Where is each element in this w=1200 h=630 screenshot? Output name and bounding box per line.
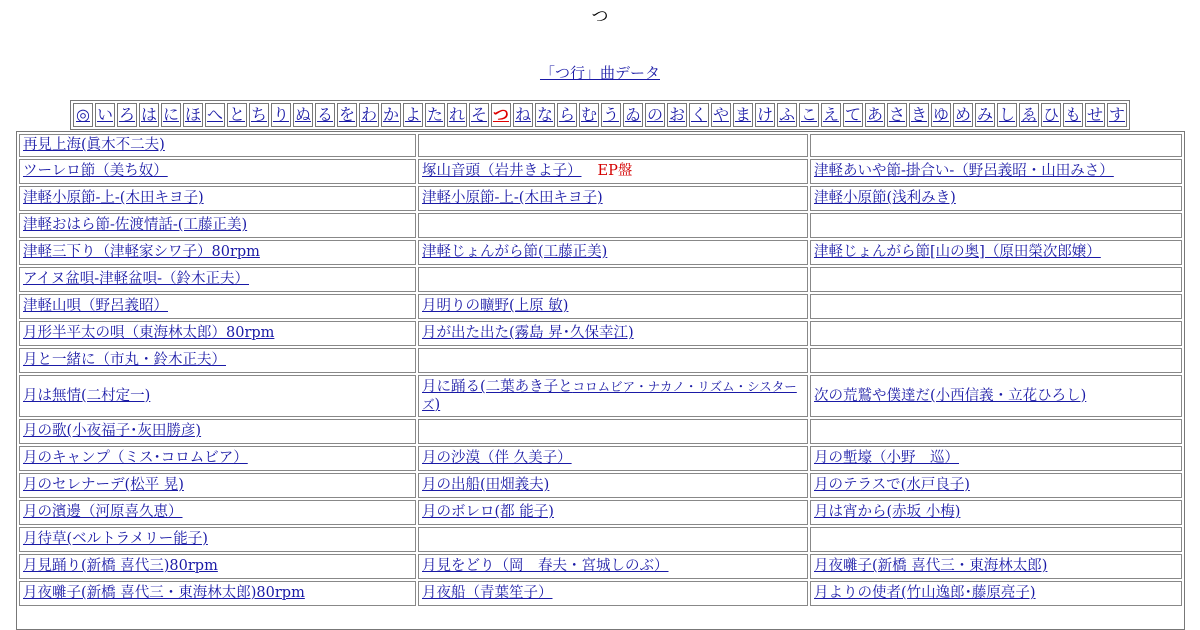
song-link[interactable] (23, 217, 247, 234)
kana-nav-item[interactable]: た (425, 103, 445, 127)
table-row (19, 375, 1182, 417)
kana-nav-item[interactable]: む (579, 103, 599, 127)
kana-nav-item[interactable]: さ (887, 103, 907, 127)
song-link[interactable] (23, 163, 168, 180)
song-title-tail: ) (434, 397, 441, 413)
table-cell (418, 348, 808, 373)
song-link[interactable] (422, 378, 804, 414)
table-cell (810, 159, 1182, 184)
kana-nav-item[interactable]: お (667, 103, 687, 127)
table-cell (19, 213, 416, 238)
song-link[interactable] (814, 558, 1047, 575)
kana-nav-item[interactable]: く (689, 103, 709, 127)
table-row (19, 446, 1182, 471)
table-cell (19, 134, 416, 157)
table-cell (19, 240, 416, 265)
song-title: 津軽あいや節-掛合い-（野呂義昭・山田みさ） (814, 163, 1114, 179)
song-title-small: コロムビア・ナカノ・リズム・シスターズ (422, 379, 797, 412)
table-cell (418, 213, 808, 238)
table-cell (19, 473, 416, 498)
song-title: 月のキャンプ（ミス･コロムビア） (23, 450, 248, 466)
song-title: 月の沙漠（伴 久美子） (422, 450, 572, 466)
song-title: 津軽じょんがら節(工藤正美) (422, 244, 608, 260)
song-title: 月のセレナーデ(松平 晃) (23, 477, 184, 493)
song-link[interactable] (23, 244, 260, 261)
song-title: 月夜囃子(新橋 喜代三・東海林太郎)80rpm (23, 585, 305, 601)
table-cell (810, 527, 1182, 552)
kana-nav-item[interactable]: う (601, 103, 621, 127)
kana-nav-item[interactable]: て (843, 103, 863, 127)
song-title: 月見踊り(新橋 喜代三)80rpm (23, 558, 218, 574)
song-title: 月の出船(田畑義夫) (422, 477, 550, 493)
table-cell (418, 186, 808, 211)
song-link[interactable] (23, 423, 201, 440)
table-row (19, 294, 1182, 319)
table-cell (19, 267, 416, 292)
table-cell (19, 446, 416, 471)
song-title: 月の濱邊（河原喜久恵） (23, 504, 183, 520)
table-cell (418, 581, 808, 606)
kana-nav-item[interactable]: い (95, 103, 115, 127)
song-title: 津軽おはら節-佐渡情話-(工藤正美) (23, 217, 248, 233)
song-title: 月と一緒に（市丸・鈴木正夫） (23, 352, 226, 368)
song-title: 津軽小原節(浅利みき) (814, 190, 956, 206)
table-cell (418, 419, 808, 444)
table-cell (19, 159, 416, 184)
kana-nav-item[interactable]: こ (799, 103, 819, 127)
table-cell (418, 240, 808, 265)
song-link[interactable] (23, 137, 165, 154)
song-link[interactable] (23, 450, 248, 467)
song-title: 月夜船（青葉笙子） (422, 585, 553, 601)
table-cell (418, 267, 808, 292)
kana-nav-item[interactable]: ら (557, 103, 577, 127)
kana-nav-item[interactable]: と (227, 103, 247, 127)
kana-nav-item[interactable]: し (997, 103, 1017, 127)
table-cell (810, 186, 1182, 211)
song-link[interactable] (814, 477, 970, 494)
song-link[interactable] (814, 450, 959, 467)
song-title: 月明りの曠野(上原 敏) (422, 298, 569, 314)
table-row (19, 159, 1182, 184)
table-cell (19, 348, 416, 373)
song-link[interactable] (422, 585, 553, 602)
table-cell (418, 554, 808, 579)
song-link[interactable] (23, 325, 274, 342)
kana-nav-item[interactable]: よ (403, 103, 423, 127)
kana-nav-item[interactable]: あ (865, 103, 885, 127)
table-row (19, 473, 1182, 498)
kana-nav-item[interactable]: に (161, 103, 181, 127)
song-title: 月のボレロ(都 能子) (422, 504, 554, 520)
kana-nav-item[interactable]: ゑ (1019, 103, 1039, 127)
kana-nav-item[interactable]: れ (447, 103, 467, 127)
table-row (19, 581, 1182, 606)
song-link[interactable] (23, 531, 208, 548)
song-title: 月は無情(二村定一) (23, 387, 151, 404)
song-link[interactable] (814, 585, 1036, 602)
song-link[interactable] (23, 585, 305, 602)
kana-nav-item[interactable]: ち (249, 103, 269, 127)
song-title: 月の塹壕（小野 巡） (814, 450, 959, 466)
kana-nav-item[interactable]: え (821, 103, 841, 127)
ep-badge: EP盤 (597, 163, 633, 179)
table-cell (810, 500, 1182, 525)
table-cell (19, 554, 416, 579)
song-title: 月のテラスで(水戸良子) (814, 477, 970, 493)
table-cell (418, 134, 808, 157)
kana-nav-item[interactable]: す (1107, 103, 1127, 127)
kana-nav-item[interactable]: ゆ (931, 103, 951, 127)
table-cell (418, 446, 808, 471)
category-data-link[interactable]: 「つ行」曲データ (539, 64, 660, 82)
table-cell (19, 321, 416, 346)
table-row (19, 527, 1182, 552)
table-row (19, 554, 1182, 579)
song-title: 月が出た出た(霧島 昇･久保幸江) (422, 325, 634, 341)
table-row (19, 134, 1182, 157)
song-title: 津軽小原節-上-(木田キヨ子) (422, 190, 603, 206)
kana-nav-item[interactable]: け (755, 103, 775, 127)
table-cell (810, 294, 1182, 319)
song-link[interactable] (23, 298, 168, 315)
song-title: 月よりの使者(竹山逸郎･藤原亮子) (814, 585, 1036, 601)
song-title: ツーレロ節（美ち奴） (23, 163, 168, 179)
table-row (19, 419, 1182, 444)
song-title: 津軽三下り（津軽家シワ子）80rpm (23, 244, 260, 260)
table-cell (810, 134, 1182, 157)
kana-nav-item[interactable]: ぬ (293, 103, 313, 127)
table-cell (418, 473, 808, 498)
song-link[interactable] (422, 450, 572, 467)
song-link[interactable] (814, 388, 1086, 405)
table-cell (19, 500, 416, 525)
table-cell (810, 375, 1182, 417)
table-cell (810, 419, 1182, 444)
table-cell (418, 294, 808, 319)
kana-nav-item[interactable]: せ (1085, 103, 1105, 127)
table-cell (418, 159, 808, 184)
kana-nav-item[interactable]: ゐ (623, 103, 643, 127)
song-link[interactable] (422, 244, 607, 261)
song-link[interactable] (422, 190, 603, 207)
table-cell (19, 294, 416, 319)
song-link[interactable] (422, 298, 568, 315)
song-link[interactable] (422, 163, 582, 180)
table-cell (418, 321, 808, 346)
table-cell (418, 500, 808, 525)
song-title: 月の歌(小夜福子･灰田勝彦) (23, 423, 202, 439)
table-cell (418, 375, 808, 417)
table-row (19, 321, 1182, 346)
kana-nav-item-current[interactable]: つ (491, 103, 511, 127)
song-title: 月に踊る(二葉あき子と (422, 379, 573, 395)
song-link[interactable] (23, 504, 183, 521)
song-title: 月形半平太の唄（東海林太郎）80rpm (23, 325, 275, 341)
song-link[interactable] (23, 388, 150, 405)
kana-nav-item[interactable]: の (645, 103, 665, 127)
subtitle-line (0, 63, 1200, 83)
kana-nav-item[interactable]: は (139, 103, 159, 127)
song-link[interactable] (422, 477, 549, 494)
kana-nav-item[interactable]: へ (205, 103, 225, 127)
song-link[interactable] (422, 558, 669, 575)
table-row (19, 213, 1182, 238)
table-cell (19, 419, 416, 444)
song-link[interactable] (23, 558, 218, 575)
song-link[interactable] (422, 504, 554, 521)
kana-nav-item[interactable]: わ (359, 103, 379, 127)
table-cell (810, 581, 1182, 606)
kana-nav-item[interactable]: ふ (777, 103, 797, 127)
kana-nav-item[interactable]: ね (513, 103, 533, 127)
page-heading: つ (591, 7, 609, 27)
song-title: 月待草(ベルトラメリー能子) (23, 531, 208, 547)
kana-nav-item[interactable]: ほ (183, 103, 203, 127)
table-cell (418, 527, 808, 552)
kana-nav-item[interactable]: そ (469, 103, 489, 127)
song-link[interactable] (23, 190, 204, 207)
table-row (19, 186, 1182, 211)
table-cell (810, 446, 1182, 471)
song-link[interactable] (814, 163, 1114, 180)
table-cell (810, 267, 1182, 292)
kana-nav-item[interactable]: め (953, 103, 973, 127)
song-link[interactable] (814, 244, 1101, 261)
kana-nav-item[interactable]: る (315, 103, 335, 127)
table-cell (810, 554, 1182, 579)
song-link[interactable] (814, 190, 956, 207)
kana-nav-item[interactable]: な (535, 103, 555, 127)
song-title: 津軽小原節-上-(木田キヨ子) (23, 190, 204, 206)
song-title: 月夜囃子(新橋 喜代三・東海林太郎) (814, 558, 1048, 574)
table-cell (810, 321, 1182, 346)
kana-nav-item[interactable]: き (909, 103, 929, 127)
kana-nav-item[interactable]: ◎ (73, 103, 93, 127)
song-title: 再見上海(眞木不二夫) (23, 137, 165, 153)
table-row (19, 240, 1182, 265)
kana-nav-item[interactable]: を (337, 103, 357, 127)
table-row (19, 267, 1182, 292)
song-link[interactable] (23, 477, 184, 494)
song-table (16, 131, 1185, 630)
song-link[interactable] (422, 325, 634, 342)
table-cell (19, 375, 416, 417)
table-row (19, 500, 1182, 525)
table-cell (810, 240, 1182, 265)
song-link[interactable] (23, 352, 226, 369)
song-title: 津軽山唄（野呂義昭） (23, 298, 168, 314)
song-title: アイヌ盆唄-津軽盆唄-（鈴木正夫） (23, 271, 249, 287)
table-cell (19, 581, 416, 606)
song-title: 塚山音頭（岩井きよ子） (422, 163, 582, 179)
song-title: 津軽じょんがら節[山の奥]（原田榮次郎嬢） (814, 244, 1101, 260)
kana-index-nav (70, 100, 1130, 130)
song-link[interactable] (814, 504, 960, 521)
song-title: 月は宵から(赤坂 小梅) (814, 504, 961, 520)
kana-nav-item[interactable]: や (711, 103, 731, 127)
table-cell (810, 348, 1182, 373)
table-cell (810, 473, 1182, 498)
table-cell (810, 213, 1182, 238)
kana-nav-item[interactable]: ろ (117, 103, 137, 127)
table-row (19, 348, 1182, 373)
kana-nav-item[interactable]: ま (733, 103, 753, 127)
kana-nav-item[interactable]: ひ (1041, 103, 1061, 127)
table-cell (19, 186, 416, 211)
kana-nav-item[interactable]: み (975, 103, 995, 127)
kana-nav-item[interactable]: り (271, 103, 291, 127)
song-link[interactable] (23, 271, 249, 288)
song-title: 月見をどり（岡 春夫・宮城しのぶ） (422, 558, 669, 574)
kana-nav-item[interactable]: も (1063, 103, 1083, 127)
song-title: 次の荒鷲や僕達だ(小西信義・立花ひろし) (814, 387, 1087, 404)
table-cell (19, 527, 416, 552)
kana-nav-item[interactable]: か (381, 103, 401, 127)
